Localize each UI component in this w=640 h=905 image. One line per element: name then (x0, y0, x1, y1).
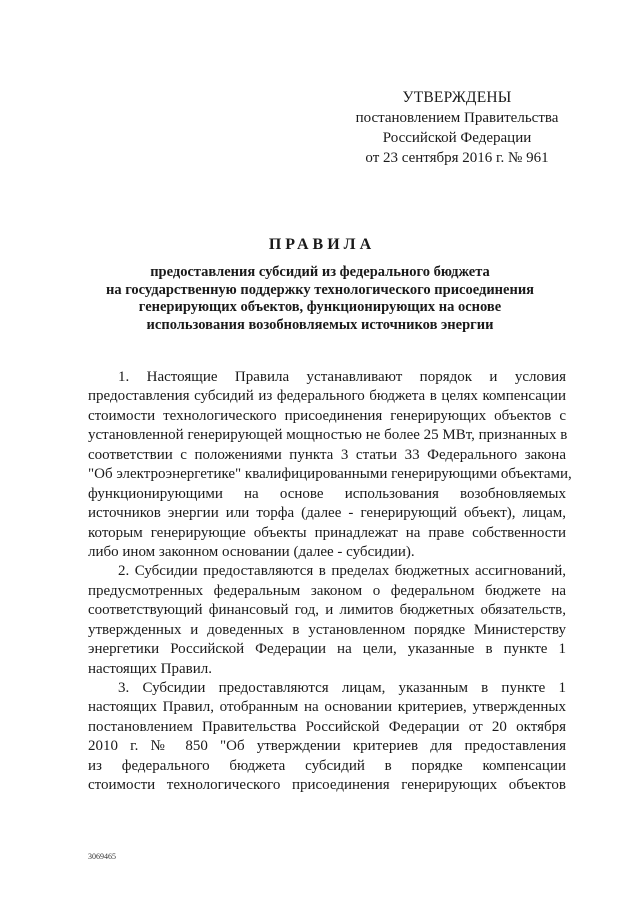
subtitle-line: на государственную поддержку технологического присоединения (105, 281, 535, 298)
approval-line: Российской Федерации (382, 130, 532, 146)
body-line: которым генерирующие объекты принадлежат на праве собственности (88, 524, 566, 541)
document-subtitle (0, 264, 640, 334)
body-line: настоящих Правил. (88, 660, 212, 677)
approval-line: постановлением Правительства (355, 110, 559, 126)
document-title: ПРАВИЛА (268, 236, 376, 253)
subtitle-line: использования возобновляемых источников энергии (146, 316, 494, 333)
body-line: предусмотренных федеральным законом о федеральном бюджете на (88, 582, 566, 599)
document-body (88, 368, 572, 796)
body-line: 2. Субсидии предоставляются в пределах бюджетных ассигнований, (118, 563, 566, 580)
subtitle-line: генерирующих объектов, функционирующих на основе (138, 299, 502, 316)
body-line: стоимости технологического присоединения генерирующих объектов (88, 777, 566, 794)
body-line: предоставления субсидий из федерального бюджета в целях компенсации (88, 388, 566, 405)
body-line: из федерального бюджета субсидий в порядке компенсации (88, 757, 566, 774)
body-line: 3. Субсидии предоставляются лицам, указанным в пункте 1 (118, 680, 566, 696)
body-line: настоящих Правил, отобранным на основании критериев, утвержденных (88, 699, 566, 716)
body-line: "Об электроэнергетике" квалифицированными генерирующими объектами, (88, 466, 572, 483)
approval-block (352, 88, 562, 168)
body-line: 1. Настоящие Правила устанавливают порядок и условия (118, 369, 566, 385)
approval-title: УТВЕРЖДЕНЫ (402, 89, 512, 106)
body-line: соответствующий финансовый год, и лимитов бюджетных обязательств, (88, 602, 566, 619)
body-line: постановлением Правительства Российской Федерации от 20 октября (88, 718, 566, 735)
body-line: функционирующими на основе использования возобновляемых (88, 485, 566, 502)
document-id: 3069465 (88, 852, 116, 861)
body-line: стоимости технологического присоединения генерирующих объектов с (88, 407, 566, 424)
body-line: соответствии с положениями пункта 3 статьи 33 Федерального закона (88, 446, 566, 463)
body-line: утвержденных и доведенных в установленном порядке Министерству (88, 621, 566, 638)
body-line: источников энергии или торфа (далее - генерирующий объект), лицам, (88, 505, 566, 522)
subtitle-line: предоставления субсидий из федерального бюджета (150, 264, 490, 280)
body-line: либо ином законном основании (далее - субсидии). (88, 543, 415, 560)
body-line: установленной генерирующей мощностью не более 25 МВт, признанных в (88, 427, 568, 444)
body-line: 2010 г. № 850 "Об утверждении критериев для предоставления (88, 738, 566, 755)
approval-date-line: от 23 сентября 2016 г. № 961 (365, 150, 549, 166)
body-line: энергетики Российской Федерации на цели, указанные в пункте 1 (88, 641, 566, 658)
